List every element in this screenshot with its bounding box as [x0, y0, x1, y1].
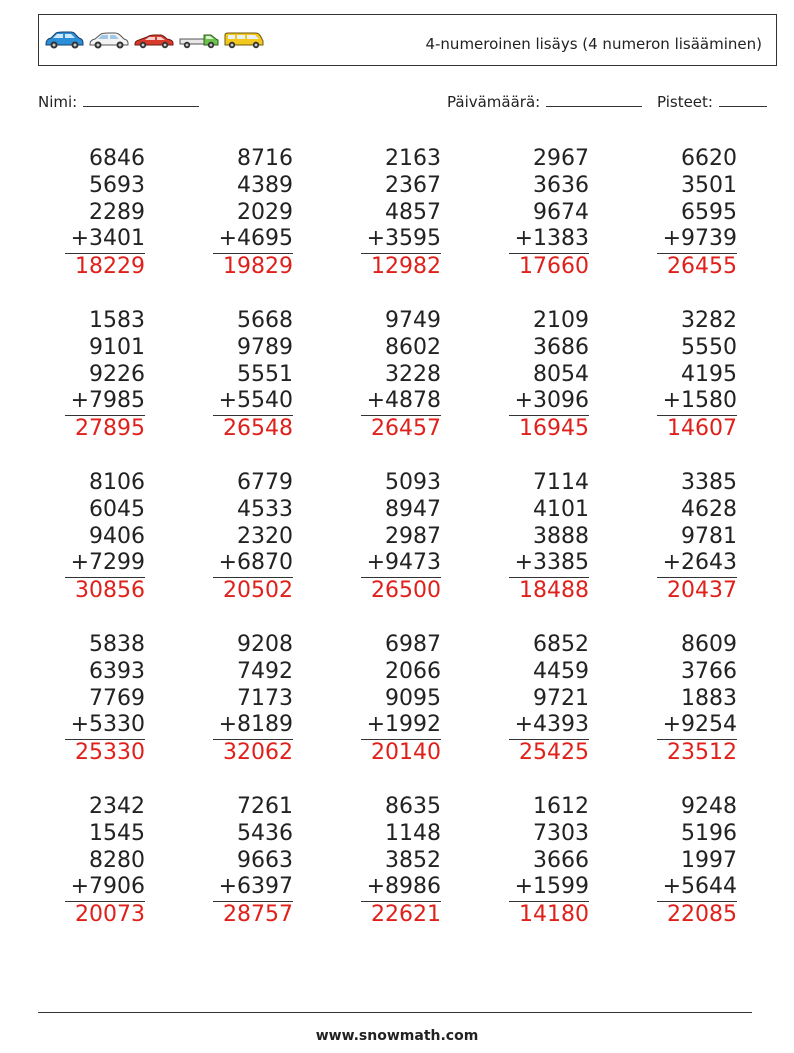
problem-3-2 — [213, 470, 293, 605]
addend-1: 9248 — [681, 794, 737, 819]
problem-2-5 — [657, 308, 737, 443]
addend-1: 9749 — [385, 308, 441, 333]
problem-2-3 — [361, 308, 441, 443]
addend-4: +3595 — [361, 226, 441, 254]
worksheet-title: 4-numeroinen lisäys (4 numeron lisääminen) — [425, 35, 762, 53]
addend-3: 9095 — [385, 685, 441, 711]
answer: 20140 — [371, 740, 441, 766]
problem-4-2 — [213, 632, 293, 767]
addend-1: 8716 — [237, 146, 293, 171]
addend-4: +7985 — [65, 388, 145, 416]
answer: 26455 — [667, 254, 737, 280]
addend-4: +9739 — [657, 226, 737, 254]
addend-3: 3228 — [385, 361, 441, 387]
addend-3: 3852 — [385, 847, 441, 873]
addend-1: 3282 — [681, 308, 737, 333]
addend-4: +9473 — [361, 550, 441, 578]
answer: 18488 — [519, 578, 589, 604]
addend-1: 6987 — [385, 632, 441, 657]
addend-2: 3686 — [533, 334, 589, 360]
problem-4-3 — [361, 632, 441, 767]
answer: 20073 — [75, 902, 145, 928]
addend-1: 8635 — [385, 794, 441, 819]
problem-4-1 — [65, 632, 145, 767]
addend-2: 3636 — [533, 172, 589, 198]
addend-1: 5838 — [89, 632, 145, 657]
problem-1-1 — [65, 146, 145, 281]
problem-5-5 — [657, 794, 737, 929]
addend-1: 6779 — [237, 470, 293, 495]
addend-2: 4101 — [533, 496, 589, 522]
addend-4: +7299 — [65, 550, 145, 578]
answer: 18229 — [75, 254, 145, 280]
addend-4: +3385 — [509, 550, 589, 578]
addend-3: 2029 — [237, 199, 293, 225]
addend-1: 2967 — [533, 146, 589, 171]
addend-3: 9781 — [681, 523, 737, 549]
addend-4: +3096 — [509, 388, 589, 416]
answer: 28757 — [223, 902, 293, 928]
addend-4: +6397 — [213, 874, 293, 902]
addend-1: 6846 — [89, 146, 145, 171]
addend-1: 3385 — [681, 470, 737, 495]
addend-2: 6393 — [89, 658, 145, 684]
addend-3: 3666 — [533, 847, 589, 873]
answer: 22621 — [371, 902, 441, 928]
problem-4-4 — [509, 632, 589, 767]
answer: 32062 — [223, 740, 293, 766]
date-label: Päivämäärä: — [447, 93, 541, 111]
addend-2: 4533 — [237, 496, 293, 522]
answer: 26548 — [223, 416, 293, 442]
addend-2: 7303 — [533, 820, 589, 846]
answer: 27895 — [75, 416, 145, 442]
addend-3: 6595 — [681, 199, 737, 225]
addend-3: 7769 — [89, 685, 145, 711]
addend-3: 4195 — [681, 361, 737, 387]
addend-3: 1997 — [681, 847, 737, 873]
answer: 26500 — [371, 578, 441, 604]
problem-5-3 — [361, 794, 441, 929]
addend-3: 3888 — [533, 523, 589, 549]
addend-1: 8609 — [681, 632, 737, 657]
addend-1: 2342 — [89, 794, 145, 819]
addend-2: 2367 — [385, 172, 441, 198]
name-label: Nimi: — [38, 93, 78, 111]
addend-2: 9101 — [89, 334, 145, 360]
addend-1: 9208 — [237, 632, 293, 657]
addend-2: 4459 — [533, 658, 589, 684]
answer: 30856 — [75, 578, 145, 604]
problem-4-5 — [657, 632, 737, 767]
answer: 14607 — [667, 416, 737, 442]
addend-1: 6620 — [681, 146, 737, 171]
answer: 19829 — [223, 254, 293, 280]
addend-2: 6045 — [89, 496, 145, 522]
addend-4: +4878 — [361, 388, 441, 416]
addend-4: +1580 — [657, 388, 737, 416]
problem-3-4 — [509, 470, 589, 605]
problem-2-4 — [509, 308, 589, 443]
problem-3-1 — [65, 470, 145, 605]
addend-1: 7261 — [237, 794, 293, 819]
addend-3: 2320 — [237, 523, 293, 549]
answer: 16945 — [519, 416, 589, 442]
addend-4: +3401 — [65, 226, 145, 254]
addend-4: +1599 — [509, 874, 589, 902]
addend-4: +5644 — [657, 874, 737, 902]
answer: 12982 — [371, 254, 441, 280]
addend-1: 1612 — [533, 794, 589, 819]
addend-3: 1883 — [681, 685, 737, 711]
addend-3: 8054 — [533, 361, 589, 387]
addend-4: +4695 — [213, 226, 293, 254]
addend-3: 9721 — [533, 685, 589, 711]
addend-1: 2109 — [533, 308, 589, 333]
footer-site: www.snowmath.com — [315, 1028, 479, 1044]
addend-4: +2643 — [657, 550, 737, 578]
addend-3: 9663 — [237, 847, 293, 873]
addend-4: +1383 — [509, 226, 589, 254]
problem-1-2 — [213, 146, 293, 281]
addend-2: 5550 — [681, 334, 737, 360]
footer-divider — [38, 1012, 752, 1013]
addend-2: 7492 — [237, 658, 293, 684]
addend-4: +7906 — [65, 874, 145, 902]
addend-4: +6870 — [213, 550, 293, 578]
addend-1: 8106 — [89, 470, 145, 495]
addend-4: +9254 — [657, 712, 737, 740]
score-label: Pisteet: — [657, 93, 713, 111]
addend-2: 5693 — [89, 172, 145, 198]
problem-2-2 — [213, 308, 293, 443]
answer: 20437 — [667, 578, 737, 604]
addend-1: 7114 — [533, 470, 589, 495]
addend-3: 2289 — [89, 199, 145, 225]
addend-1: 5668 — [237, 308, 293, 333]
answer: 20502 — [223, 578, 293, 604]
addend-2: 4389 — [237, 172, 293, 198]
addend-4: +5330 — [65, 712, 145, 740]
addend-1: 1583 — [89, 308, 145, 333]
addend-4: +5540 — [213, 388, 293, 416]
answer: 14180 — [519, 902, 589, 928]
addend-4: +4393 — [509, 712, 589, 740]
answer: 25425 — [519, 740, 589, 766]
answer: 26457 — [371, 416, 441, 442]
problem-2-1 — [65, 308, 145, 443]
addend-2: 3501 — [681, 172, 737, 198]
problem-3-5 — [657, 470, 737, 605]
addend-4: +8986 — [361, 874, 441, 902]
addend-2: 8947 — [385, 496, 441, 522]
addend-3: 9674 — [533, 199, 589, 225]
addend-2: 8602 — [385, 334, 441, 360]
addend-2: 1148 — [385, 820, 441, 846]
problem-5-2 — [213, 794, 293, 929]
addend-2: 3766 — [681, 658, 737, 684]
problem-5-4 — [509, 794, 589, 929]
addend-2: 2066 — [385, 658, 441, 684]
addend-4: +8189 — [213, 712, 293, 740]
addend-4: +1992 — [361, 712, 441, 740]
addend-1: 6852 — [533, 632, 589, 657]
addend-3: 5551 — [237, 361, 293, 387]
problem-3-3 — [361, 470, 441, 605]
addend-2: 1545 — [89, 820, 145, 846]
addend-2: 9789 — [237, 334, 293, 360]
addend-3: 9406 — [89, 523, 145, 549]
problem-1-5 — [657, 146, 737, 281]
answer: 25330 — [75, 740, 145, 766]
addend-3: 8280 — [89, 847, 145, 873]
problem-1-4 — [509, 146, 589, 281]
problem-1-3 — [361, 146, 441, 281]
answer: 17660 — [519, 254, 589, 280]
addend-3: 4857 — [385, 199, 441, 225]
addend-1: 2163 — [385, 146, 441, 171]
addend-1: 5093 — [385, 470, 441, 495]
addend-3: 9226 — [89, 361, 145, 387]
addend-2: 5196 — [681, 820, 737, 846]
addend-2: 4628 — [681, 496, 737, 522]
answer: 22085 — [667, 902, 737, 928]
answer: 23512 — [667, 740, 737, 766]
problem-5-1 — [65, 794, 145, 929]
addend-3: 2987 — [385, 523, 441, 549]
addend-2: 5436 — [237, 820, 293, 846]
addend-3: 7173 — [237, 685, 293, 711]
